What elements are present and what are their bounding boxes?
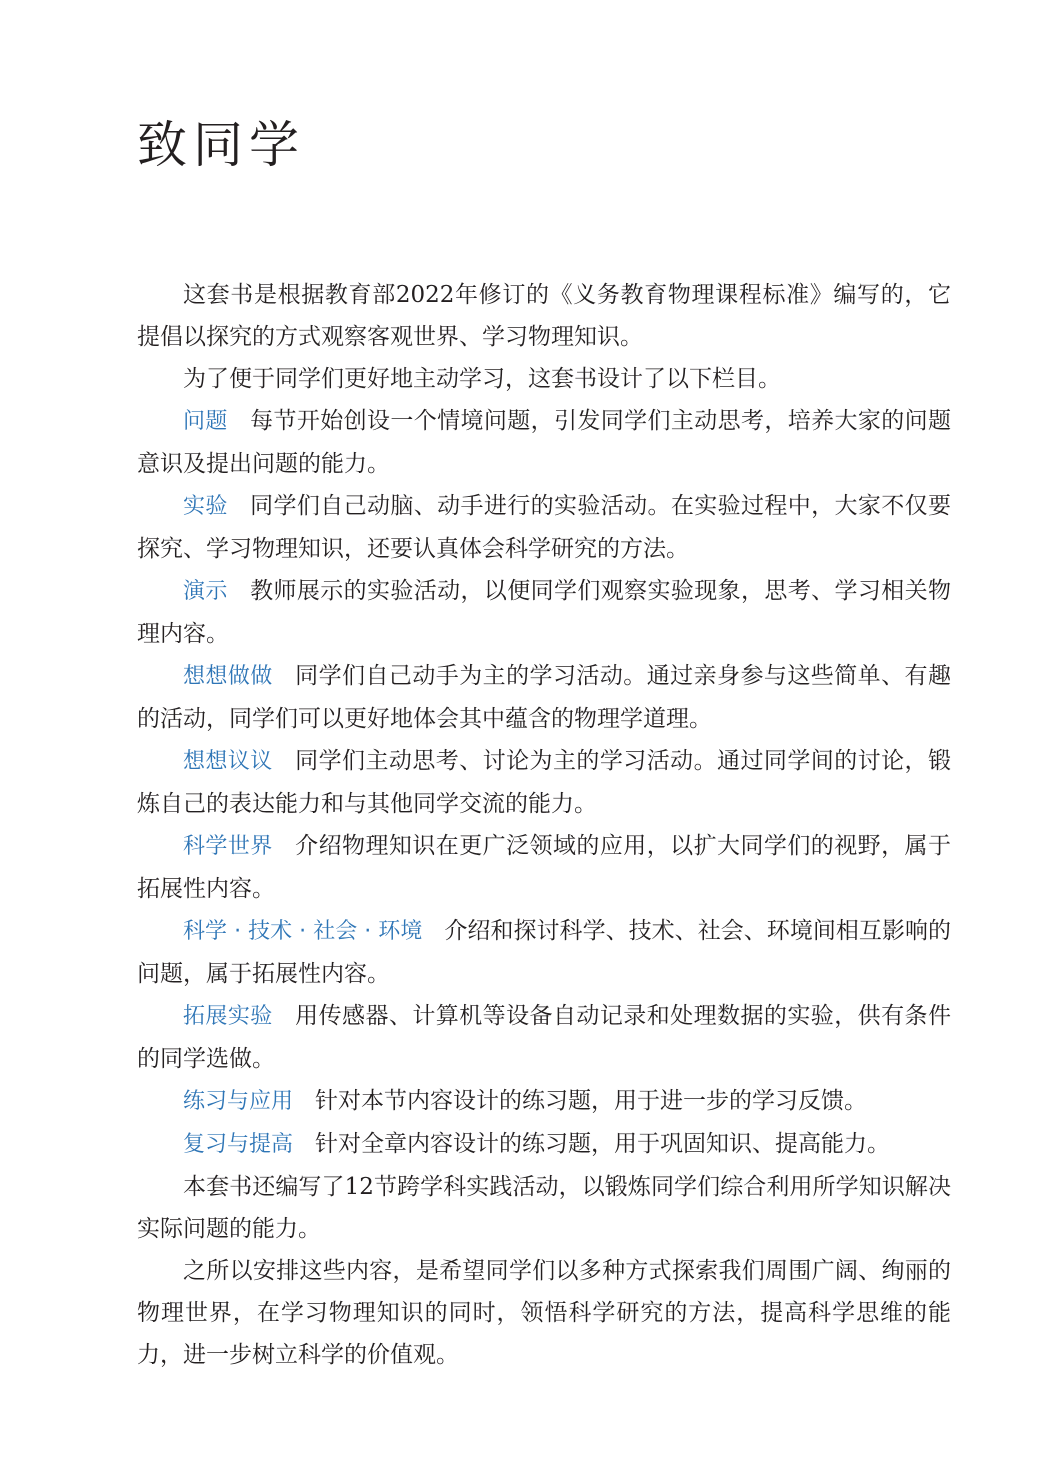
section-label: 想想做做 (183, 664, 273, 689)
section-practice-application (137, 1080, 951, 1123)
section-think-do (137, 655, 951, 740)
page-title: 致同学 (137, 116, 305, 174)
section-text: 同学们主动思考、讨论为主的学习活动。通过同学间的讨论，锻炼自己的表达能力和与其他同学交流的能力。 (137, 748, 951, 817)
section-review-improve (137, 1123, 951, 1166)
intro-paragraph-2: 为了便于同学们更好地主动学习，这套书设计了以下栏目。 (183, 366, 781, 392)
section-text: 针对本节内容设计的练习题，用于进一步的学习反馈。 (315, 1088, 868, 1114)
section-label: 问题 (183, 409, 228, 434)
section-label: 科学 · 技术 · 社会 · 环境 (183, 919, 423, 944)
section-label: 练习与应用 (183, 1089, 294, 1114)
section-text: 每节开始创设一个情境问题，引发同学们主动思考，培养大家的问题意识及提出问题的能力。 (137, 408, 951, 477)
section-text: 同学们自己动脑、动手进行的实验活动。在实验过程中，大家不仅要探究、学习物理知识，还要认真体会科学研究的方法。 (137, 493, 951, 562)
intro-paragraph-1: 这套书是根据教育部2022年修订的《义务教育物理课程标准》编写的，它提倡以探究的方式观察客观世界、学习物理知识。 (137, 282, 951, 350)
section-science-world (137, 825, 951, 910)
body-text (137, 274, 951, 1376)
section-text: 教师展示的实验活动，以便同学们观察实验现象，思考、学习相关物理内容。 (137, 578, 951, 647)
section-text: 介绍和探讨科学、技术、社会、环境间相互影响的问题，属于拓展性内容。 (137, 918, 951, 987)
section-label: 拓展实验 (183, 1004, 273, 1029)
section-text: 针对全章内容设计的练习题，用于巩固知识、提高能力。 (315, 1131, 891, 1157)
section-label: 科学世界 (183, 834, 273, 859)
closing-paragraph-2: 之所以安排这些内容，是希望同学们以多种方式探索我们周围广阔、绚丽的物理世界，在学习物理知识的同时，领悟科学研究的方法，提高科学思维的能力，进一步树立科学的价值观。 (137, 1258, 951, 1368)
section-label: 实验 (183, 494, 228, 519)
section-label: 复习与提高 (183, 1132, 294, 1157)
section-label: 演示 (183, 579, 228, 604)
section-stse (137, 910, 951, 995)
section-question (137, 400, 951, 485)
section-text: 用传感器、计算机等设备自动记录和处理数据的实验，供有条件的同学选做。 (137, 1003, 951, 1072)
section-text: 同学们自己动手为主的学习活动。通过亲身参与这些简单、有趣的活动，同学们可以更好地体会其中蕴含的物理学道理。 (137, 663, 951, 732)
section-experiment (137, 485, 951, 570)
section-extended-experiment (137, 995, 951, 1080)
section-text: 介绍物理知识在更广泛领域的应用，以扩大同学们的视野，属于拓展性内容。 (137, 833, 951, 902)
closing-paragraph-1: 本套书还编写了12节跨学科实践活动，以锻炼同学们综合利用所学知识解决实际问题的能力。 (137, 1174, 951, 1242)
section-label: 想想议议 (183, 749, 273, 774)
section-think-discuss (137, 740, 951, 825)
section-demonstration (137, 570, 951, 655)
